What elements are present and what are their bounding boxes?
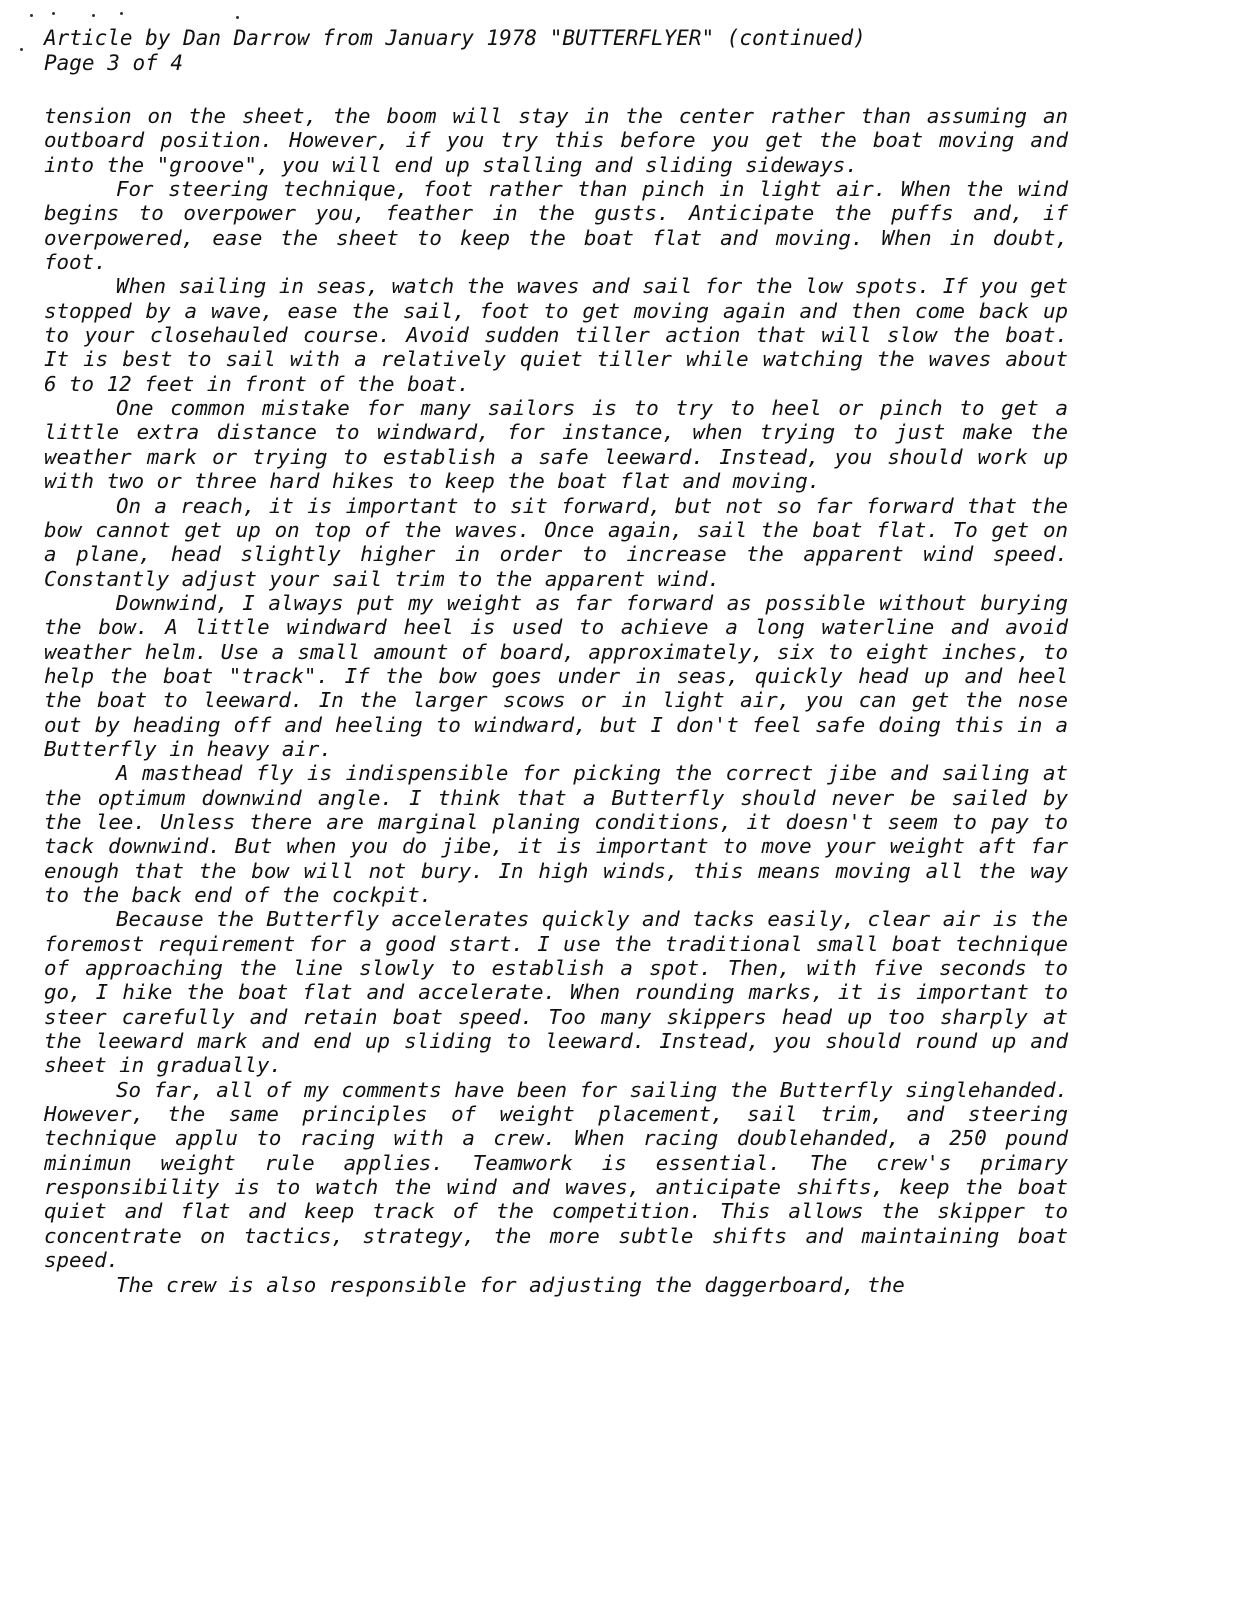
scan-speck	[92, 14, 95, 17]
paragraph: A masthead fly is indispensible for picking the correct jibe and sailing at the optimum downwind angle. I think that a Butterfly should never be sailed by the lee. Unless there are marginal planing conditions, it doesn't seem to pay to tack downwind. But when you do jibe, it is important to move your weight aft far enough that the bow will not bury. In high winds, this means moving all the way to the back end of the cockpit.	[44, 761, 1068, 907]
paragraph: When sailing in seas, watch the waves and sail for the low spots. If you get stopped by a wave, ease the sail, foot to get moving again and then come back up to your closehauled course. Avoid sudden tiller action that will slow the boat. It is best to sail with a relatively quiet tiller while watching the waves about 6 to 12 feet in front of the boat.	[44, 274, 1068, 396]
paragraph: Because the Butterfly accelerates quickly and tacks easily, clear air is the foremost requirement for a good start. I use the traditional small boat technique of approaching the line slowly to establish a spot. Then, with five seconds to go, I hike the boat flat and accelerate. When rounding marks, it is important to steer carefully and retain boat speed. Too many skippers head up too sharply at the leeward mark and end up sliding to leeward. Instead, you should round up and sheet in gradually.	[44, 907, 1068, 1078]
scan-speck	[120, 12, 123, 15]
article-body	[44, 104, 1068, 1297]
scan-speck	[236, 16, 239, 19]
paragraph: tension on the sheet, the boom will stay in the center rather than assuming an outboard position. However, if you try this before you get the boat moving and into the "groove", you will end up stalling and sliding sideways.	[44, 104, 1068, 177]
scan-speck	[20, 48, 23, 51]
paragraph: The crew is also responsible for adjusting the daggerboard, the	[116, 1272, 905, 1297]
article-title: Article by Dan Darrow from January 1978 "BUTTERFLYER" (continued)	[44, 26, 866, 50]
paragraph: So far, all of my comments have been for sailing the Butterfly singlehanded. However, the same principles of weight placement, sail trim, and steering technique applu to racing with a crew. When racing doublehanded, a 250 pound minimun weight rule applies. Teamwork is essential. The crew's primary responsibility is to watch the wind and waves, anticipate shifts, keep the boat quiet and flat and keep track of the competition. This allows the skipper to concentrate on tactics, strategy, the more subtle shifts and maintaining boat speed.	[44, 1077, 1068, 1273]
scan-speck	[52, 12, 55, 15]
paragraph: On a reach, it is important to sit forward, but not so far forward that the bow cannot get up on top of the waves. Once again, sail the boat flat. To get on a plane, head slightly higher in order to increase the apparent wind speed. Constantly adjust your sail trim to the apparent wind.	[44, 493, 1068, 591]
paragraph: Downwind, I always put my weight as far forward as possible without burying the bow. A little windward heel is used to achieve a long waterline and avoid weather helm. Use a small amount of board, approximately, six to eight inches, to help the boat "track". If the bow goes under in seas, quickly head up and heel the boat to leeward. In the larger scows or in light air, you can get the nose out by heading off and heeling to windward, but I don't feel safe doing this in a Butterfly in heavy air.	[44, 590, 1068, 761]
document-page	[38, 26, 1068, 1297]
page-number: Page 3 of 4	[44, 51, 184, 75]
document-header	[44, 26, 1068, 76]
scan-speck	[30, 14, 33, 17]
paragraph: For steering technique, foot rather than pinch in light air. When the wind begins to overpower you, feather in the gusts. Anticipate the puffs and, if overpowered, ease the sheet to keep the boat flat and moving. When in doubt, foot.	[44, 177, 1068, 275]
paragraph: One common mistake for many sailors is to try to heel or pinch to get a little extra distance to windward, for instance, when trying to just make the weather mark or trying to establish a safe leeward. Instead, you should work up with two or three hard hikes to keep the boat flat and moving.	[44, 396, 1068, 494]
